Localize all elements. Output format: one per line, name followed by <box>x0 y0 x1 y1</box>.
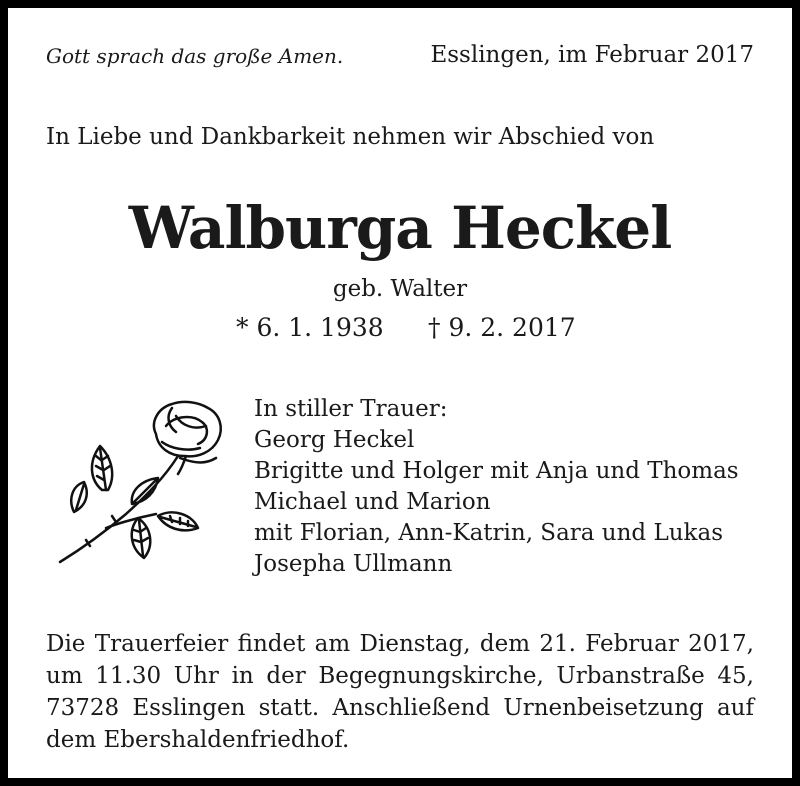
mourner-line: Josepha Ullmann <box>254 551 453 577</box>
motto-text: Gott sprach das große Amen. <box>46 44 344 68</box>
ceremony-details: Die Trauerfeier findet am Dienstag, dem 21. Februar 2017, um 11.30 Uhr in der Begegnungskirche, Urbanstraße 45, 73728 Esslingen statt. Anschließend Urnenbeisetzung auf dem Ebershaldenfriedhof. <box>46 631 754 753</box>
deceased-name: Walburga Heckel <box>128 194 672 262</box>
birth-date: * 6. 1. 1938 <box>236 313 384 342</box>
rose-icon <box>46 386 236 586</box>
death-date: † 9. 2. 2017 <box>428 313 576 342</box>
mourner-line: mit Florian, Ann-Katrin, Sara und Lukas <box>254 520 723 546</box>
birth-name: geb. Walter <box>332 276 468 302</box>
mourner-line: Michael und Marion <box>254 489 491 515</box>
mourners-list <box>254 394 739 580</box>
mourner-line: Georg Heckel <box>254 427 415 453</box>
intro-text: In Liebe und Dankbarkeit nehmen wir Abschied von <box>46 124 655 150</box>
mourner-line: Brigitte und Holger mit Anja und Thomas <box>254 458 739 484</box>
mourners-heading: In stiller Trauer: <box>254 396 448 422</box>
place-date: Esslingen, im Februar 2017 <box>430 42 754 68</box>
